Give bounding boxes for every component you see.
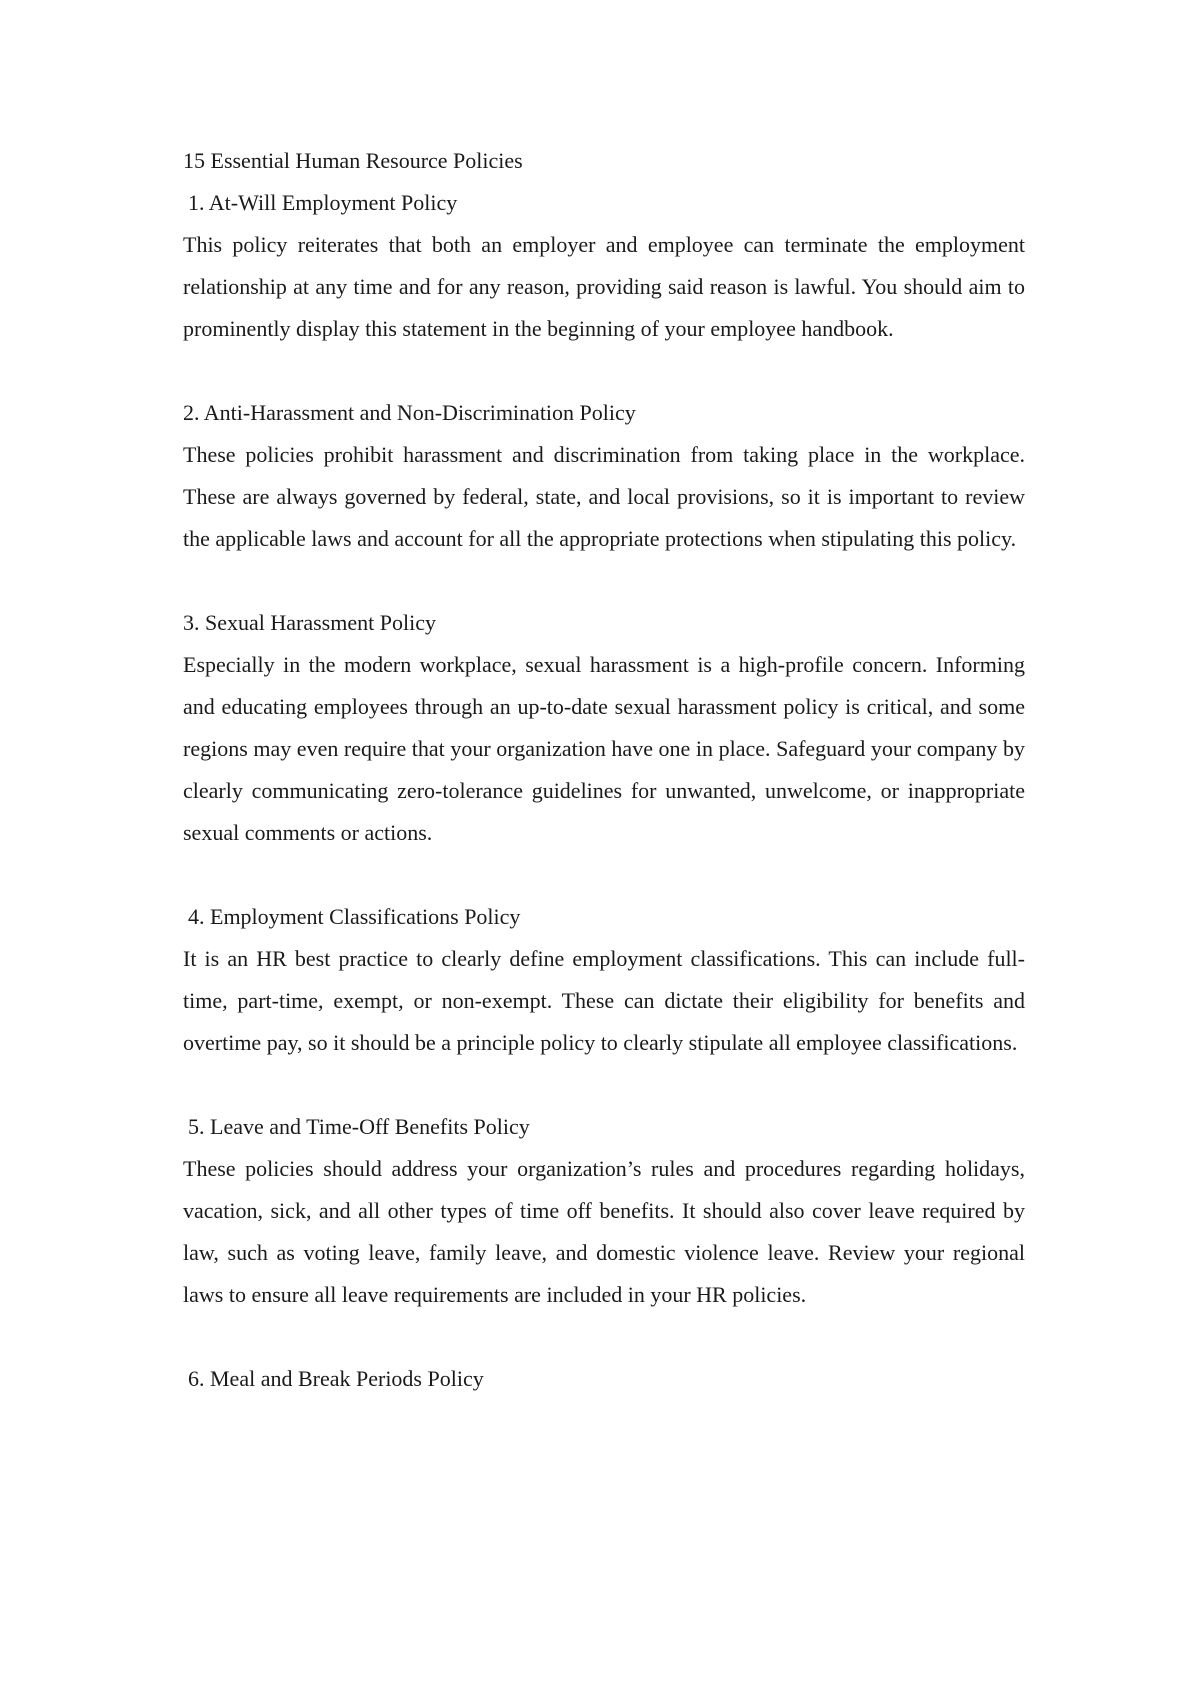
section-heading: 2. Anti-Harassment and Non-Discrimination Policy	[183, 400, 636, 425]
section-heading: 3. Sexual Harassment Policy	[183, 610, 436, 635]
policy-section-4	[183, 896, 1025, 1064]
section-heading: 6. Meal and Break Periods Policy	[188, 1366, 484, 1391]
policy-section-6	[183, 1358, 1025, 1400]
policy-section-2	[183, 392, 1025, 560]
section-body: This policy reiterates that both an employer and employee can terminate the employment relationship at any time and for any reason, providing said reason is lawful. You should aim to prominently display this statement in the beginning of your employee handbook.	[183, 232, 1025, 341]
policy-section-3	[183, 602, 1025, 854]
section-heading: 4. Employment Classifications Policy	[188, 904, 521, 929]
section-body: These policies prohibit harassment and discrimination from taking place in the workplace. These are always governed by federal, state, and local provisions, so it is important to review the applicable laws and account for all the appropriate protections when stipulating this policy.	[183, 442, 1025, 551]
section-heading: 1. At-Will Employment Policy	[188, 190, 458, 215]
document-page	[183, 140, 1025, 1400]
policy-section-1	[183, 182, 1025, 350]
section-heading: 5. Leave and Time-Off Benefits Policy	[188, 1114, 530, 1139]
document-title: 15 Essential Human Resource Policies	[183, 148, 523, 173]
section-body: Especially in the modern workplace, sexual harassment is a high-profile concern. Informing and educating employees through an up-to-date sexual harassment policy is critical, and some regions may even require that your organization have one in place. Safeguard your company by clearly communicating zero-tolerance guidelines for unwanted, unwelcome, or inappropriate sexual comments or actions.	[183, 652, 1025, 845]
section-body: It is an HR best practice to clearly define employment classifications. This can include full-time, part-time, exempt, or non-exempt. These can dictate their eligibility for benefits and overtime pay, so it should be a principle policy to clearly stipulate all employee classifications.	[183, 946, 1025, 1055]
section-body: These policies should address your organization’s rules and procedures regarding holidays, vacation, sick, and all other types of time off benefits. It should also cover leave required by law, such as voting leave, family leave, and domestic violence leave. Review your regional laws to ensure all leave requirements are included in your HR policies.	[183, 1156, 1025, 1307]
policy-section-5	[183, 1106, 1025, 1316]
